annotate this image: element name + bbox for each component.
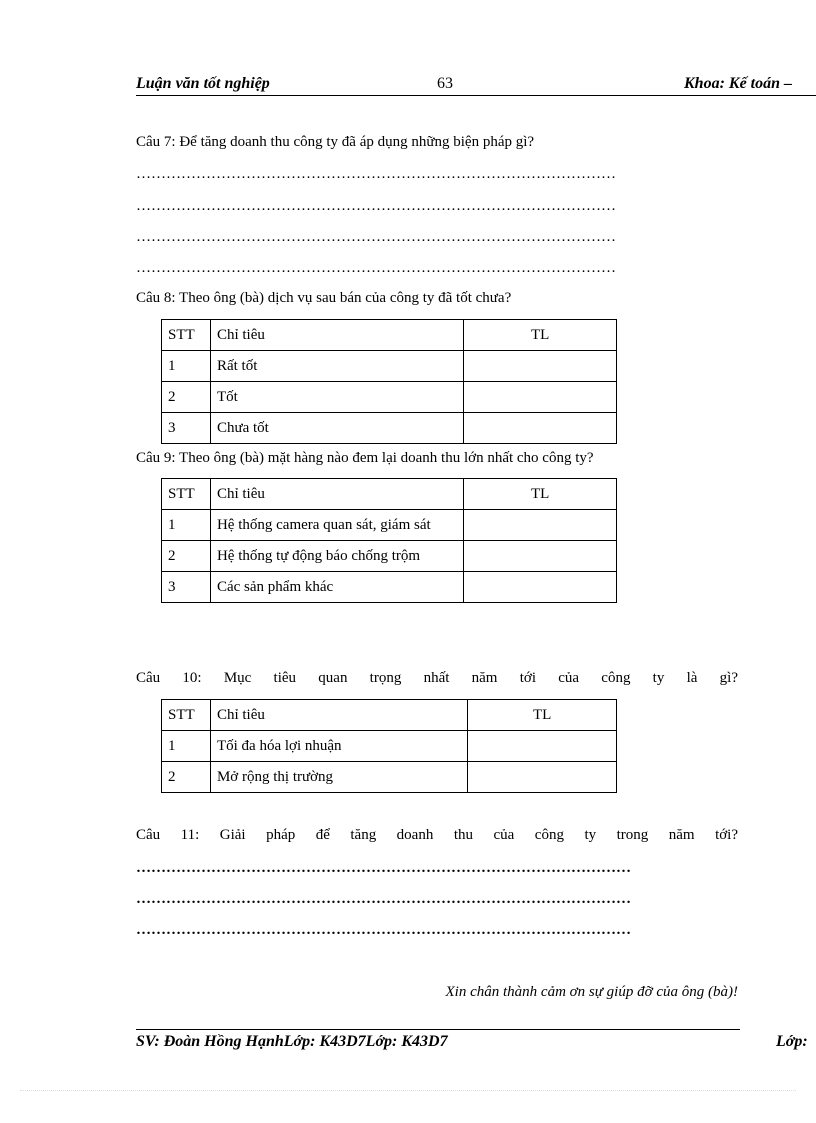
question-10: Câu 10: Mục tiêu quan trọng nhất năm tới của công ty là gì? <box>136 670 738 686</box>
table-header-row <box>162 320 617 351</box>
question-7: Câu 7: Để tăng doanh thu công ty đã áp dụng những biện pháp gì? <box>136 134 535 150</box>
cell-stt: 1 <box>162 510 211 541</box>
cell-tl <box>468 762 617 793</box>
col-header-tl: TL <box>468 700 617 731</box>
table-row <box>162 541 617 572</box>
col-header-stt: STT <box>162 320 211 351</box>
answer-line-q11-2: ……………………………………………………………………………………… <box>136 891 631 907</box>
cell-label: Mở rộng thị trường <box>210 762 467 793</box>
cell-tl <box>464 510 617 541</box>
col-header-stt: STT <box>162 479 211 510</box>
cell-label: Các sản phẩm khác <box>210 572 463 603</box>
col-header-tl: TL <box>464 479 617 510</box>
table-row <box>162 351 617 382</box>
table-row <box>162 572 617 603</box>
cell-stt: 3 <box>162 572 211 603</box>
cell-tl <box>464 351 617 382</box>
cell-stt: 2 <box>162 541 211 572</box>
cell-label: Chưa tốt <box>210 413 463 444</box>
col-header-chi-tieu: Chỉ tiêu <box>210 700 467 731</box>
table-row <box>162 382 617 413</box>
table-row <box>162 762 617 793</box>
footer-rule <box>136 1029 740 1030</box>
col-header-chi-tieu: Chỉ tiêu <box>210 479 463 510</box>
table-row <box>162 510 617 541</box>
cell-stt: 2 <box>162 762 211 793</box>
cell-label: Tốt <box>210 382 463 413</box>
cell-label: Rất tốt <box>210 351 463 382</box>
cell-tl <box>468 731 617 762</box>
table-header-row <box>162 700 617 731</box>
cell-stt: 1 <box>162 731 211 762</box>
table-q10 <box>161 699 617 793</box>
closing-thanks: Xin chân thành cảm ơn sự giúp đỡ của ông (bà)! <box>445 984 738 1000</box>
table-q8 <box>161 319 617 444</box>
table-header-row <box>162 479 617 510</box>
cell-label: Hệ thống camera quan sát, giám sát <box>210 510 463 541</box>
col-header-stt: STT <box>162 700 211 731</box>
cell-tl <box>464 382 617 413</box>
cell-tl <box>464 541 617 572</box>
cell-label: Tối đa hóa lợi nhuận <box>210 731 467 762</box>
answer-line-q7-2: …………………………………………………………………………………… <box>136 198 616 214</box>
answer-line-q11-3: ……………………………………………………………………………………… <box>136 922 631 938</box>
answer-line-q11-1: ……………………………………………………………………………………… <box>136 860 631 876</box>
page-bottom-divider <box>20 1090 796 1091</box>
table-row <box>162 731 617 762</box>
table-q9 <box>161 478 617 603</box>
question-9: Câu 9: Theo ông (bà) mặt hàng nào đem lại doanh thu lớn nhất cho công ty? <box>136 450 594 466</box>
cell-label: Hệ thống tự động báo chống trộm <box>210 541 463 572</box>
header-rule <box>136 95 816 96</box>
answer-line-q7-4: …………………………………………………………………………………… <box>136 260 616 276</box>
cell-stt: 3 <box>162 413 211 444</box>
cell-tl <box>464 572 617 603</box>
answer-line-q7-3: …………………………………………………………………………………… <box>136 229 616 245</box>
page-number: 63 <box>437 75 453 92</box>
question-8: Câu 8: Theo ông (bà) dịch vụ sau bán của công ty đã tốt chưa? <box>136 290 512 306</box>
cell-tl <box>464 413 617 444</box>
col-header-tl: TL <box>464 320 617 351</box>
header-title: Luận văn tốt nghiệp <box>136 75 270 92</box>
footer-student: SV: Đoàn Hồng HạnhLớp: K43D7Lớp: K43D7 <box>136 1033 448 1050</box>
question-11: Câu 11: Giải pháp để tăng doanh thu của công ty trong năm tới? <box>136 827 738 843</box>
answer-line-q7-1: …………………………………………………………………………………… <box>136 166 616 182</box>
header-department: Khoa: Kế toán – <box>684 75 793 92</box>
cell-stt: 1 <box>162 351 211 382</box>
footer-class: Lớp: <box>776 1033 808 1050</box>
cell-stt: 2 <box>162 382 211 413</box>
table-row <box>162 413 617 444</box>
col-header-chi-tieu: Chỉ tiêu <box>210 320 463 351</box>
